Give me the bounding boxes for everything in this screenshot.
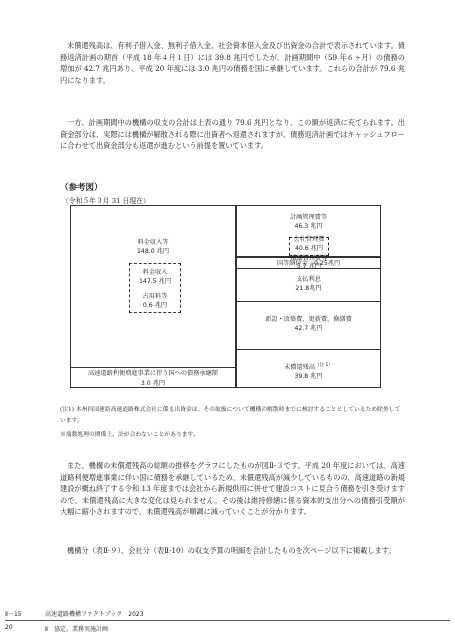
revenue-caption [71,238,235,256]
agency-value: 5.7 兆円 [296,263,322,270]
occupancy-value: 0.6 兆円 [142,302,168,309]
paragraph-graph-explanation: また、機構の未償還残高の総額の推移をグラフにしたものが図Ⅱ-３です。平成 20 年度においては、高速道路利便増進事業に伴い国に債務を承継しているため、未償還残高が減少しているものの、高速道路の新規建設が概ね終了する令和 13 年度までは会社から新規供用に併せて建設コストに見合う債務を引き受けますので、未償還残高に大きな変化は見られません。その後は維持修繕に係る資本的支出分への債務引受額が大幅に縮小されますので、未償還残高が順調に減っていくことが分かります。 [60,461,405,517]
outstanding-note: （注 1） [315,363,333,368]
footer-page-code: Ⅱ－15 [5,611,22,618]
mgmt-label: 計画管理費等 [289,214,328,221]
interest-label: 支払利息 [296,276,321,283]
footer-page-number: 20 [5,624,13,631]
agency-cost-label-area [262,239,356,271]
outstanding-caption [237,361,380,381]
revenue-value: 148.0 兆円 [136,248,170,255]
occupancy-caption [130,292,180,310]
national-value: 0.25兆円 [313,260,341,267]
construction-label: 新設・改築費、更新費、修繕費 [265,316,352,323]
company-value: 40.6 兆円 [294,244,324,252]
interest-box [236,268,381,302]
note-2: ※端数処理の関係上、計が合わないことがあります。 [60,432,199,438]
outstanding-label: 未償還残高 [284,364,316,372]
outstanding-value: 39.8 兆円 [294,373,323,381]
interest-value: 21.8兆円 [295,285,322,292]
paragraph-revenue-expenditure: 一方、計画期間中の機構の収支の合計は上表の通り 79.6 兆円となり、この額が返済に充てられます。出資金部分は、実際には機構が解散される際に出資者へ返還されますが、債務返済計画ではキャッシュフローに合わせて出資金部分も返還が進むという前提を置いています。 [60,118,405,151]
construction-value: 42.7 兆円 [294,325,323,332]
outstanding-line [237,361,380,372]
succession-value: 3.0 兆円 [140,379,166,387]
interest-caption [237,275,380,293]
reference-title: （参考図） [60,183,103,193]
footer-section: Ⅱ 協定、業務実施計画 [45,626,108,633]
page-footer [5,608,450,638]
paragraph-outstanding-balance: 未償還残高は、有利子借入金、無利子借入金、社会資本借入金及び出資金の合計で表示されています。債務返済計画の期首（平成 18 年４月１日）には 39.8 兆円でしたが、計画期間中（59 年６ヶ月）の債務の増加が 42.7 兆円あり、平成 20 年度には 3.0 兆円の債務を国に承継しています。これらの合計が 79.6 兆円になります。 [60,41,405,85]
mgmt-value: 46.3 兆円 [294,223,323,230]
succession-label: 高速道路利便増進事業に伴う国への債務承継額 [88,370,218,377]
construction-box [236,301,381,350]
mgmt-caption [237,213,380,231]
national-label: 国等納付金 [276,260,308,267]
outstanding-box [236,349,381,388]
toll-value: 147.5 兆円 [138,278,172,285]
company-label: 会社管理費 [293,236,325,243]
toll-caption [130,268,180,286]
reference-date: （令和５年３月 31 日現在） [62,197,150,205]
paragraph-budget-details: 機構分（表Ⅱ-９）、会社分（表Ⅱ-10）の収支予算の明細を合計したものを次ページ以下に掲載します。 [67,546,396,555]
note-1: (注1) 本州四国連絡高速道路株式会社に係る出資金は、その取扱について機構の解散時までに検討することとしているため除外しています。 [60,407,401,424]
agency-label: 機構管理費等 [290,255,328,262]
left-succession-box [70,367,236,388]
toll-label: 料金収入 [142,269,168,276]
occupancy-label: 占用料等 [142,293,168,300]
left-revenue-box [70,205,236,368]
construction-caption [237,315,380,333]
footer-divider [5,620,450,621]
toll-revenue-box [129,263,181,313]
succession-caption [71,369,235,388]
footer-book-title: 高速道路機構ファクトブック 2023 [45,611,144,618]
revenue-label: 料金収入等 [137,239,169,246]
